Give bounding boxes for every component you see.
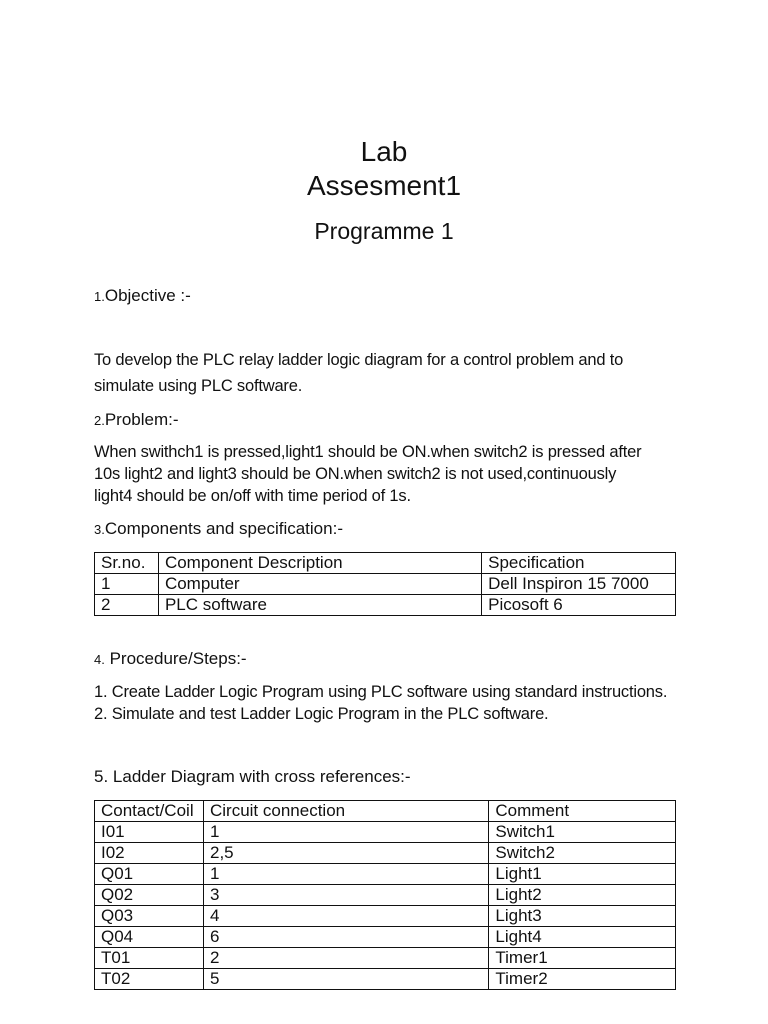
table-header-cell: Component Description bbox=[158, 553, 481, 574]
table-row bbox=[95, 927, 676, 948]
table-cell: Computer bbox=[158, 574, 481, 595]
problem-text-line-1: When swithch1 is pressed,light1 should be ON.when switch2 is pressed after bbox=[94, 443, 642, 461]
table-row bbox=[95, 969, 676, 990]
table-cell: Timer2 bbox=[489, 969, 676, 990]
problem-text bbox=[94, 441, 694, 507]
table-cell: I02 bbox=[95, 843, 204, 864]
table-cell: 1 bbox=[95, 574, 159, 595]
table-row bbox=[95, 574, 676, 595]
table-cell: 5 bbox=[203, 969, 488, 990]
objective-number: 1. bbox=[94, 289, 105, 304]
table-cell: 3 bbox=[203, 885, 488, 906]
table-cell: 2 bbox=[203, 948, 488, 969]
table-cell: 1 bbox=[203, 864, 488, 885]
table-row bbox=[95, 948, 676, 969]
table-header-row bbox=[95, 801, 676, 822]
table-cell: Switch2 bbox=[489, 843, 676, 864]
table-cell: Timer1 bbox=[489, 948, 676, 969]
table-row bbox=[95, 822, 676, 843]
subtitle: Programme 1 bbox=[314, 218, 454, 244]
table-row bbox=[95, 906, 676, 927]
title-line-1: Lab bbox=[360, 136, 408, 167]
table-row bbox=[95, 864, 676, 885]
table-header-cell: Circuit connection bbox=[203, 801, 488, 822]
components-number: 3. bbox=[94, 522, 105, 537]
ladder-table bbox=[94, 800, 676, 990]
title-line-2: Assesment1 bbox=[306, 170, 462, 201]
table-cell: Q02 bbox=[95, 885, 204, 906]
problem-number: 2. bbox=[94, 413, 105, 428]
problem-heading bbox=[94, 409, 179, 432]
table-cell: Light2 bbox=[489, 885, 676, 906]
procedure-step-2: 2. Simulate and test Ladder Logic Program in the PLC software. bbox=[94, 705, 549, 723]
objective-label: Objective :- bbox=[104, 286, 191, 305]
components-label: Components and specification:- bbox=[104, 519, 343, 538]
objective-text-line-2: simulate using PLC software. bbox=[94, 377, 303, 395]
procedure-label: Procedure/Steps:- bbox=[109, 649, 247, 668]
table-cell: PLC software bbox=[158, 595, 481, 616]
components-heading bbox=[94, 518, 343, 541]
procedure-step-1: 1. Create Ladder Logic Program using PLC software using standard instructions. bbox=[94, 683, 668, 701]
table-cell: T01 bbox=[95, 948, 204, 969]
problem-label: Problem:- bbox=[104, 410, 179, 429]
table-cell: Q04 bbox=[95, 927, 204, 948]
components-table bbox=[94, 552, 676, 616]
table-cell: Picosoft 6 bbox=[482, 595, 676, 616]
table-row bbox=[95, 595, 676, 616]
table-cell: 4 bbox=[203, 906, 488, 927]
ladder-number: 5. bbox=[94, 767, 109, 786]
problem-text-line-3: light4 should be on/off with time period of 1s. bbox=[94, 487, 411, 505]
table-row bbox=[95, 885, 676, 906]
table-cell: Dell Inspiron 15 7000 bbox=[482, 574, 676, 595]
table-cell: Switch1 bbox=[489, 822, 676, 843]
table-cell: Light3 bbox=[489, 906, 676, 927]
table-header-cell: Contact/Coil bbox=[95, 801, 204, 822]
table-cell: 6 bbox=[203, 927, 488, 948]
procedure-heading bbox=[94, 648, 247, 671]
problem-text-line-2: 10s light2 and light3 should be ON.when switch2 is not used,continuously bbox=[94, 465, 617, 483]
table-cell: Light4 bbox=[489, 927, 676, 948]
procedure-steps bbox=[94, 681, 734, 725]
table-header-cell: Sr.no. bbox=[95, 553, 159, 574]
objective-text bbox=[94, 349, 694, 397]
objective-text-line-1: To develop the PLC relay ladder logic diagram for a control problem and to bbox=[94, 351, 624, 369]
table-cell: I01 bbox=[95, 822, 204, 843]
table-cell: Light1 bbox=[489, 864, 676, 885]
table-cell: T02 bbox=[95, 969, 204, 990]
ladder-heading bbox=[94, 766, 411, 788]
table-header-cell: Comment bbox=[489, 801, 676, 822]
table-cell: 2,5 bbox=[203, 843, 488, 864]
procedure-number: 4. bbox=[94, 652, 105, 667]
table-header-row bbox=[95, 553, 676, 574]
table-cell: 2 bbox=[95, 595, 159, 616]
table-cell: 1 bbox=[203, 822, 488, 843]
table-cell: Q03 bbox=[95, 906, 204, 927]
table-cell: Q01 bbox=[95, 864, 204, 885]
table-row bbox=[95, 843, 676, 864]
ladder-label: Ladder Diagram with cross references:- bbox=[112, 767, 411, 786]
table-header-cell: Specification bbox=[482, 553, 676, 574]
objective-heading bbox=[94, 285, 191, 308]
